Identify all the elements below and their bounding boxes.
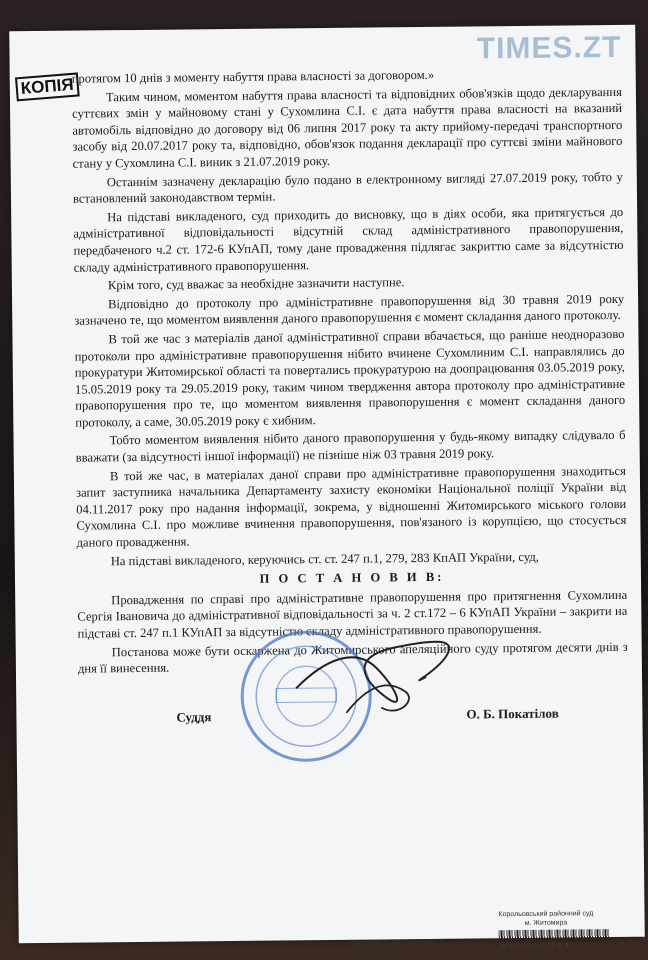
barcode-text: *К70*1*301/001*9*1*Я bbox=[498, 942, 569, 950]
document-page bbox=[9, 25, 645, 950]
paragraph: В той же час, в матеріалах даної справи про адміністративне правопорушення знаходиться запит заступника начальника Департаменту захисту економіки Національної поліції України від 04.11.2017 року про надання інформації, зокрема, у відношенні Житомирського міського голови Сухомлина С.І. про можливе вчинення правопорушення, пов'язаного із корупцією, що стосується даного провадження. bbox=[76, 463, 627, 550]
paragraph: Останнім зазначену декларацію було подано в електронному вигляді 27.07.2019 року, тобто у встановлений законодавством термін. bbox=[72, 169, 623, 206]
court-city: м. Житомира bbox=[524, 919, 568, 927]
print-timestamp: Покатілов 08.08.2019 9:46:15 bbox=[348, 938, 444, 947]
paragraph: Крім того, суд вважає за необхідне зазначити наступне. bbox=[107, 275, 405, 293]
paragraph: На підставі викладеного, суд приходить до висновку, що в діях особи, яка притягується до адміністративної відповідальності відсутній склад адміністративного правопорушення, передбаченого ч.2 ст. 172-6 КУпАП, тому дане провадження підлягає закриттю саме за відсутністю складу адміністративного правопорушення. bbox=[73, 204, 624, 275]
resolution-paragraph: Постанова може бути оскаржена до Житомирського апеляційного суду протягом десяти днів з дня її винесення. bbox=[77, 639, 628, 676]
court-name: Корольовський районний суд bbox=[498, 910, 594, 919]
document-body bbox=[72, 65, 628, 680]
handwritten-signature-icon bbox=[285, 617, 466, 739]
paragraph: На підставі викладеного, керуючись ст. ст. 247 п.1, 279, 283 КпАП України, суд, bbox=[110, 549, 539, 568]
barcode-icon bbox=[499, 929, 609, 942]
judge-label: Суддя bbox=[176, 709, 212, 725]
paragraph: Відповідно до протоколу про адміністративне правопорушення від 30 травня 2019 року зазначено те, що моментом виявлення даного правопорушення є момент складання даного протоколу. bbox=[74, 291, 625, 328]
site-watermark: TIMES.ZT bbox=[476, 30, 622, 66]
paragraph: В той же час з матеріалів даної адміністративної справи вбачається, що раніше неодноразово протоколи про адміністративне правопорушення нібито вчинене Сухомлиним С.І. направлялись до прокуратури Житомирської області та повертались прокуратурою на доопрацювання 03.05.2019 року, 15.05.2019 року та 29.05.2019 року, таким чином твердження автора протоколу про адміністративне правопорушення про те, що моментом виявлення правопорушення є момент складання даного протоколу, а саме, 30.05.2019 року є хибним. bbox=[74, 326, 626, 430]
judge-name: О. Б. Покатілов bbox=[466, 705, 559, 722]
paragraph: Таким чином, моментом набуття права власності та відповідних обов'язків щодо декларування суттєвих змін у майновому стані у Сухомлина С.І. є дата набуття права власності на вказаний автомобіль відповідно до договору від 06 липня 2017 року та акту прийому-передачі транспортного засобу від 20.07.2017 року та, відповідно, обов'язок подання декларації про суттєві зміни майнового стану у Сухомлина С.І. виник з 21.07.2019 року. bbox=[72, 84, 623, 171]
paragraph: Тобто моментом виявлення нібито даного правопорушення у будь-якому випадку слідувало б вважати (за відсутності іншої інформації) не пізніше ніж 03 травня 2019 року. bbox=[75, 428, 626, 465]
copy-stamp: КОПІЯ bbox=[15, 72, 79, 101]
resolution-heading: П О С Т А Н О В И В: bbox=[259, 569, 445, 586]
paragraph: протягом 10 днів з моменту набуття права власності за договором.» bbox=[71, 67, 435, 86]
court-footer bbox=[498, 909, 593, 928]
resolution-paragraph: Провадження по справі про адміністративне правопорушення про притягнення Сухомлина Сергія Івановича до адміністративної відповідальності за ч. 2 ст.172 – 6 КУпАП України – закрити на підставі ст. 247 п.1 КУпАП за відсутністю складу адміністративного правопорушення. bbox=[77, 587, 628, 641]
